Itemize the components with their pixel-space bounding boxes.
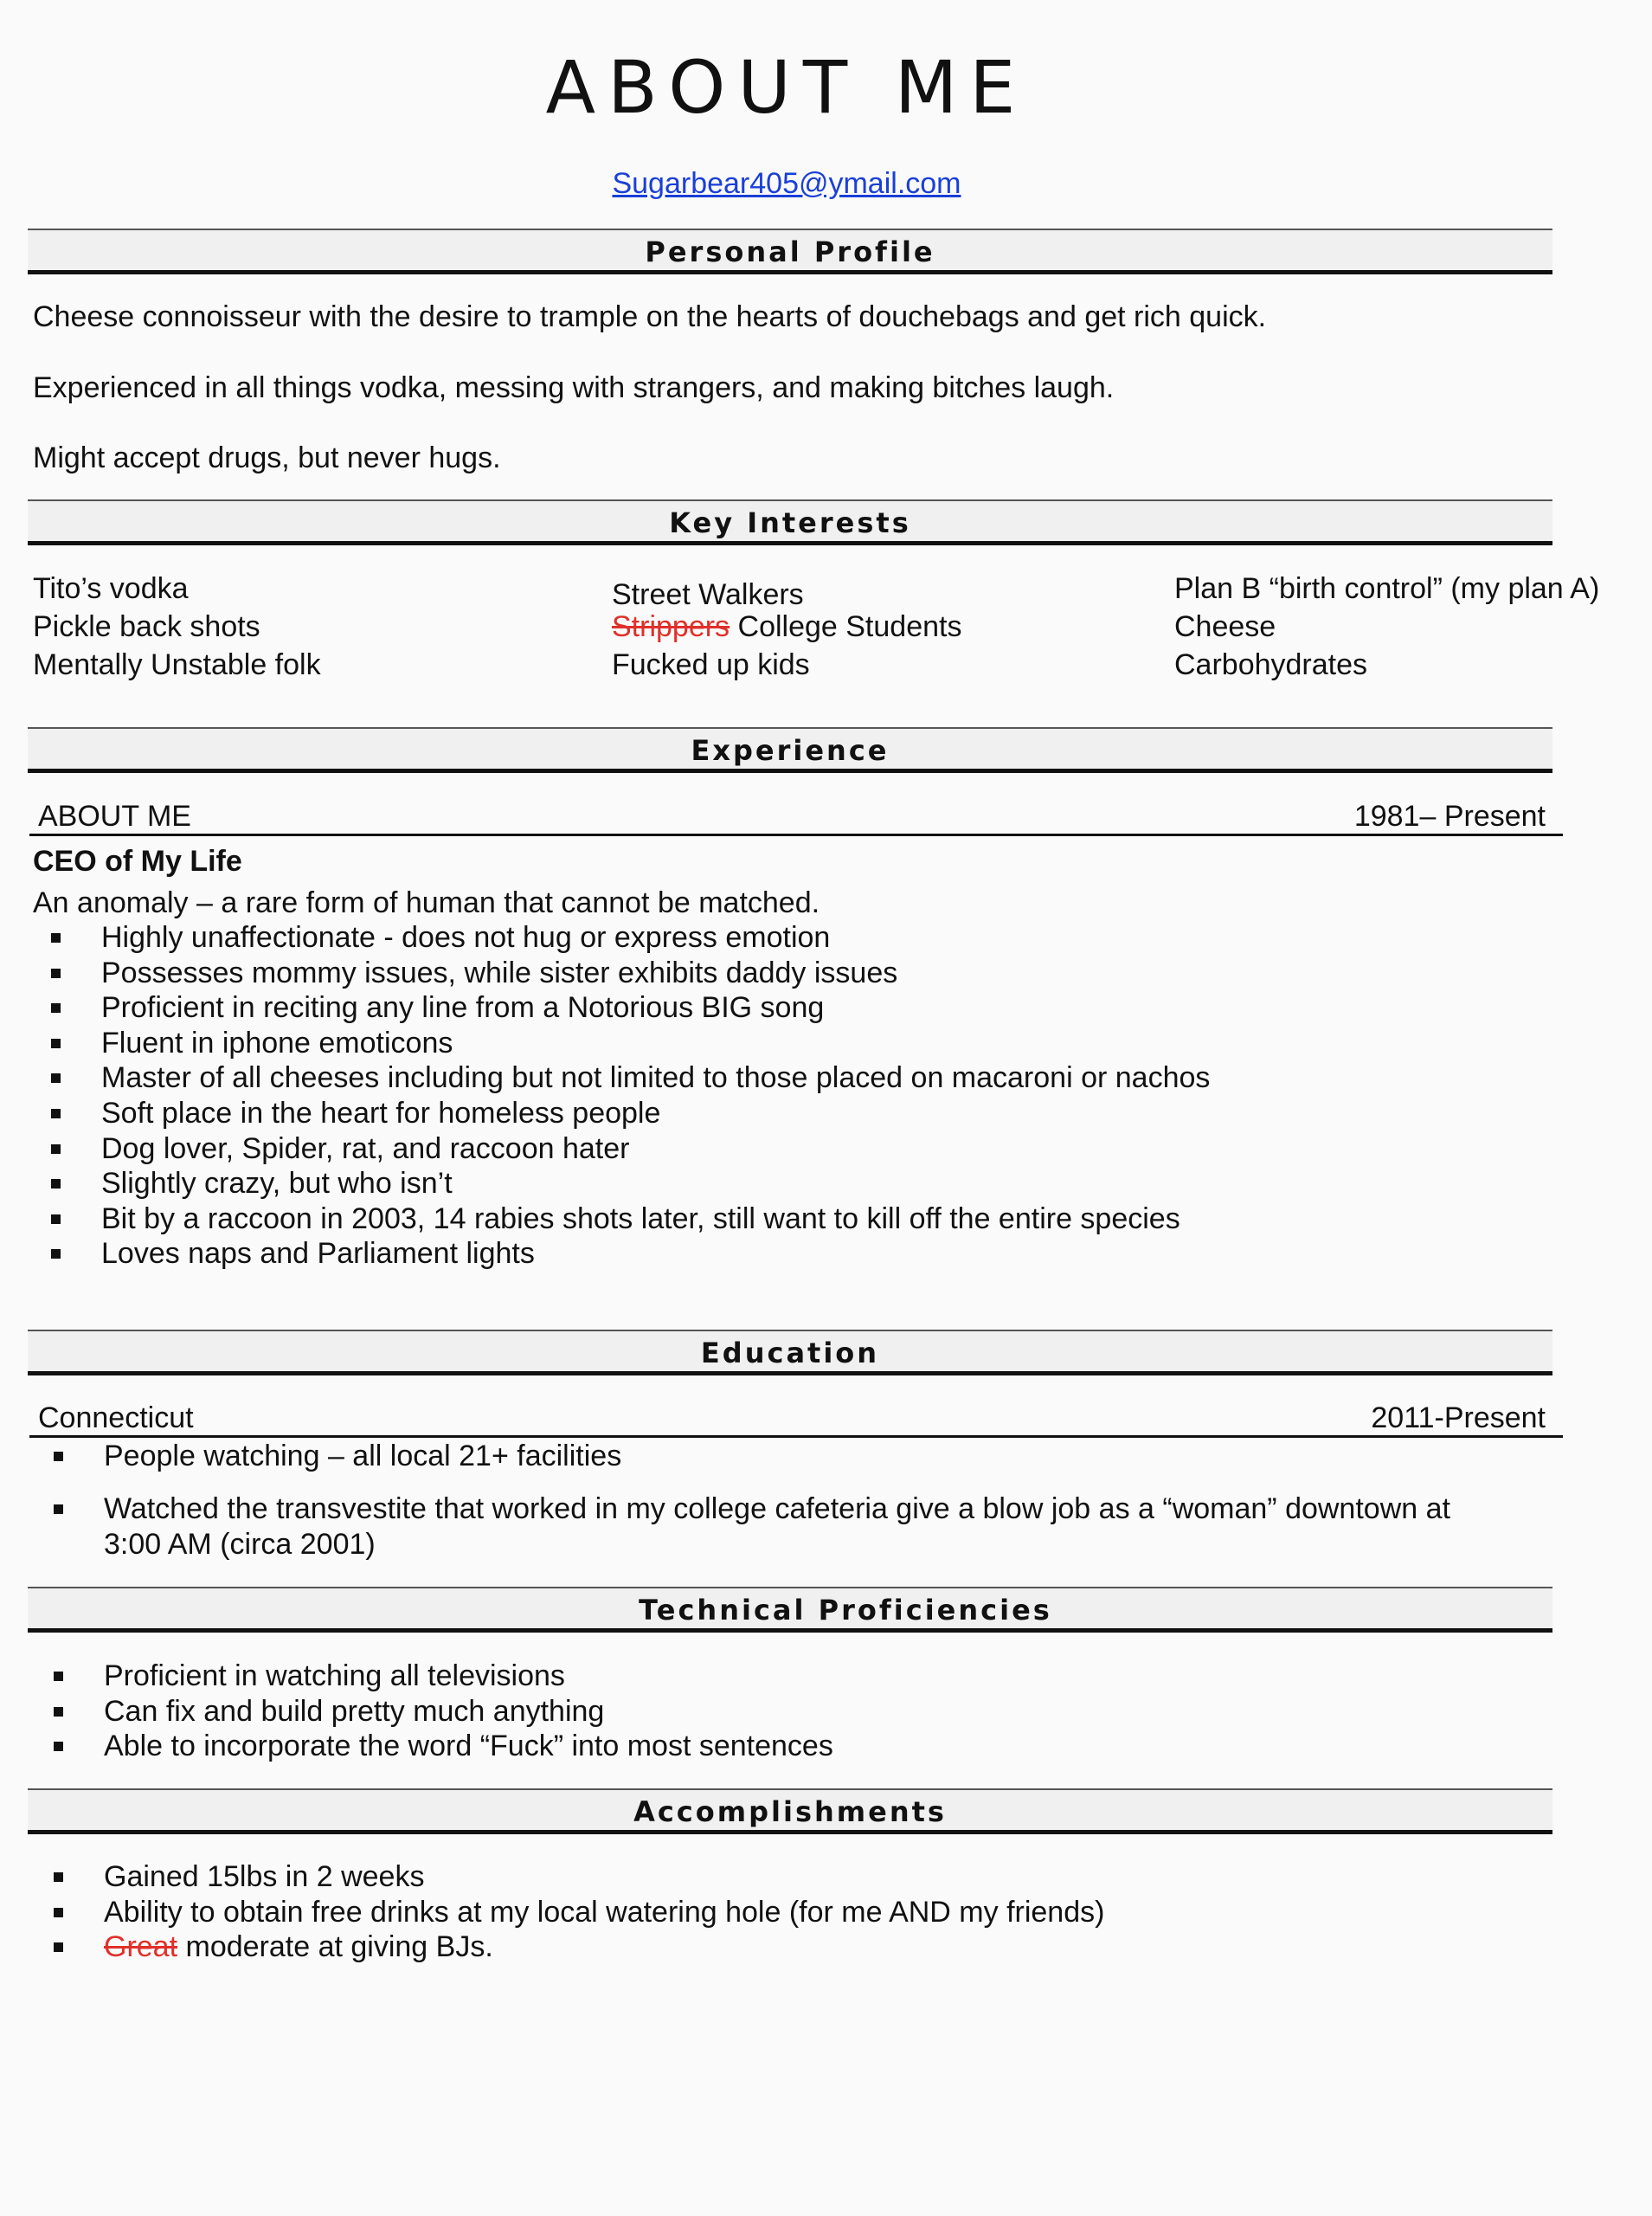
- interest-item: Mentally Unstable folk: [33, 648, 321, 681]
- list-item: People watching – all local 21+ facilities: [104, 1439, 621, 1474]
- bullet-icon: [54, 1908, 63, 1917]
- section-heading-education: [28, 1330, 1552, 1375]
- bullet-icon: [51, 1179, 61, 1189]
- education-dates: 2011-Present: [1371, 1401, 1546, 1434]
- bullet-icon: [51, 1003, 61, 1013]
- interest-item: Cheese: [1174, 610, 1276, 643]
- list-item: Ability to obtain free drinks at my local watering hole (for me AND my friends): [104, 1895, 1104, 1930]
- education-list: [104, 1439, 621, 1474]
- bullet-icon: [54, 1942, 63, 1952]
- list-item: Dog lover, Spider, rat, and raccoon hater: [101, 1131, 1210, 1167]
- interest-item: Pickle back shots: [33, 610, 260, 643]
- bullet-icon: [54, 1452, 63, 1461]
- list-item: Possesses mommy issues, while sister exhibits daddy issues: [101, 956, 1210, 991]
- list-item: Great moderate at giving BJs.: [104, 1929, 1104, 1965]
- bullet-icon: [51, 933, 61, 943]
- list-item: Can fix and build pretty much anything: [104, 1694, 833, 1730]
- bullet-icon: [51, 1249, 61, 1259]
- experience-org: ABOUT ME: [38, 800, 191, 833]
- experience-summary: An anomaly – a rare form of human that cannot be matched.: [33, 886, 820, 919]
- experience-header-row: [29, 800, 1563, 836]
- section-heading-label: Personal Profile: [645, 235, 935, 268]
- profile-line: Might accept drugs, but never hugs.: [33, 441, 501, 474]
- education-header-row: [29, 1401, 1563, 1438]
- interest-item: Carbohydrates: [1174, 648, 1368, 681]
- section-heading-label: Experience: [691, 734, 890, 767]
- interest-item: Street Walkers: [612, 578, 804, 611]
- technical-list: [104, 1659, 833, 1764]
- list-item: Watched the transvestite that worked in my college cafeteria give a blow job as a “woman” downtown at: [104, 1491, 1450, 1527]
- list-item: Proficient in watching all televisions: [104, 1659, 833, 1694]
- list-item: Proficient in reciting any line from a Notorious BIG song: [101, 990, 1210, 1026]
- section-heading-accomplishments: [28, 1788, 1552, 1834]
- bullet-icon: [51, 1214, 61, 1224]
- list-item: Master of all cheeses including but not limited to those placed on macaroni or nachos: [101, 1060, 1210, 1096]
- interest-text: College Students: [730, 610, 962, 643]
- struck-text: Strippers: [612, 610, 730, 643]
- list-item: Loves naps and Parliament lights: [101, 1236, 1210, 1272]
- accomplishments-list: [104, 1859, 1104, 1965]
- list-item: Slightly crazy, but who isn’t: [101, 1166, 1210, 1201]
- list-item: Soft place in the heart for homeless people: [101, 1096, 1210, 1131]
- email-link[interactable]: Sugarbear405@ymail.com: [612, 167, 961, 200]
- section-heading-label: Key Interests: [669, 506, 911, 539]
- experience-role: CEO of My Life: [33, 845, 242, 878]
- interest-item: Fucked up kids: [612, 648, 810, 681]
- list-item-continuation: 3:00 AM (circa 2001): [104, 1527, 376, 1561]
- interest-item: [612, 610, 961, 644]
- experience-list: [101, 920, 1210, 1272]
- section-heading-technical: [28, 1587, 1552, 1633]
- list-item: Highly unaffectionate - does not hug or express emotion: [101, 920, 1210, 956]
- list-item: Able to incorporate the word “Fuck” into most sentences: [104, 1729, 833, 1764]
- bullet-icon: [51, 1144, 61, 1154]
- education-place: Connecticut: [38, 1401, 194, 1434]
- bullet-icon: [54, 1707, 63, 1717]
- list-item: Bit by a raccoon in 2003, 14 rabies shots later, still want to kill off the entire species: [101, 1201, 1210, 1237]
- struck-text: Great: [104, 1930, 178, 1964]
- bullet-icon: [54, 1672, 63, 1681]
- list-item: Fluent in iphone emoticons: [101, 1026, 1210, 1061]
- section-heading-label: Accomplishments: [633, 1795, 947, 1828]
- section-heading-label: Education: [700, 1337, 880, 1369]
- bullet-icon: [51, 1109, 61, 1118]
- bullet-icon: [54, 1872, 63, 1882]
- bullet-icon: [54, 1742, 63, 1751]
- interest-item: Plan B “birth control” (my plan A): [1174, 572, 1600, 605]
- bullet-icon: [51, 1073, 61, 1083]
- education-list: [104, 1491, 1450, 1562]
- page-title: ABOUT ME: [545, 45, 1028, 130]
- section-heading-interests: [28, 499, 1552, 545]
- profile-line: Cheese connoisseur with the desire to trample on the hearts of douchebags and get rich quick.: [33, 300, 1267, 333]
- experience-dates: 1981– Present: [1353, 800, 1546, 833]
- bullet-icon: [51, 969, 61, 978]
- bullet-icon: [54, 1504, 63, 1514]
- profile-line: Experienced in all things vodka, messing with strangers, and making bitches laugh.: [33, 371, 1115, 404]
- interest-item: Tito’s vodka: [33, 572, 189, 605]
- list-item: Gained 15lbs in 2 weeks: [104, 1859, 1104, 1895]
- bullet-icon: [51, 1039, 61, 1048]
- section-heading-profile: [28, 229, 1552, 274]
- section-heading-label: Technical Proficiencies: [639, 1594, 1052, 1627]
- section-heading-experience: [28, 727, 1552, 773]
